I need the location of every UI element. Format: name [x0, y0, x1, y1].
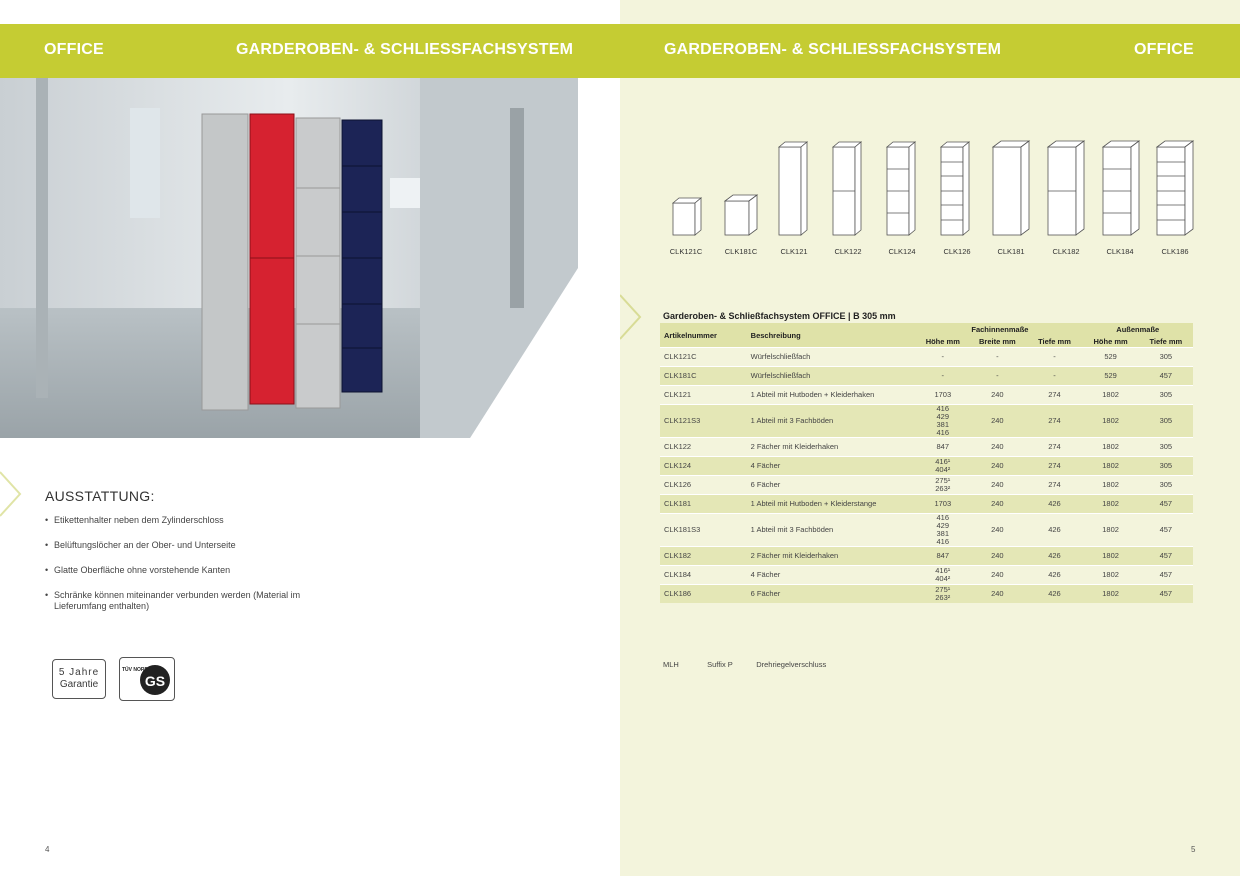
table-cell-art: CLK186 [660, 585, 747, 604]
table-row [660, 457, 1193, 476]
table-row [660, 348, 1193, 367]
chevron-decoration-left [0, 470, 22, 518]
header-office-right: OFFICE [1134, 41, 1194, 58]
table-cell-at: 457 [1139, 547, 1193, 566]
table-cell-t: 274 [1026, 476, 1082, 495]
locker-label: CLK182 [1052, 247, 1080, 256]
table-cell-at: 305 [1139, 476, 1193, 495]
col-hoehe: Höhe mm [925, 336, 960, 346]
table-cell-ah: 1802 [1083, 566, 1139, 585]
table-cell-desc: 2 Fächer mit Kleiderhaken [747, 438, 918, 457]
table-cell-desc: 1 Abteil mit Hutboden + Kleiderhaken [747, 386, 918, 405]
locker-label: CLK184 [1106, 247, 1134, 256]
footnote-row [663, 660, 826, 669]
table-cell-ah: 1802 [1083, 438, 1139, 457]
table-cell-b: 240 [968, 438, 1026, 457]
table-cell-b: 240 [968, 495, 1026, 514]
locker-label: CLK121C [669, 247, 703, 256]
table-cell-h: 275¹ 263² [917, 476, 968, 495]
header-title-left: GARDEROBEN- & SCHLIESSFACHSYSTEM [236, 41, 574, 58]
table-cell-at: 305 [1139, 386, 1193, 405]
table-cell-ah: 1802 [1083, 585, 1139, 604]
table-cell-h: 416¹ 404² [917, 566, 968, 585]
table-row [660, 547, 1193, 566]
gs-mark: GS [144, 673, 166, 689]
table-cell-ah: 1802 [1083, 476, 1139, 495]
table-row [660, 386, 1193, 405]
feature-item: • Schränke können miteinander verbunden werden (Material im Lieferumfang enthalten) [45, 590, 305, 612]
feature-item: • Glatte Oberfläche ohne vorstehende Kanten [45, 565, 305, 576]
table-cell-art: CLK184 [660, 566, 747, 585]
locker-label: CLK181 [997, 247, 1025, 256]
table-title: Garderoben- & Schließfachsystem OFFICE | B 305 mm [663, 311, 896, 321]
col-a-tiefe: Tiefe mm [1149, 336, 1183, 346]
table-cell-b: - [968, 367, 1026, 386]
table-cell-h: 416¹ 404² [917, 457, 968, 476]
table-cell-at: 305 [1139, 457, 1193, 476]
table-cell-at: 305 [1139, 348, 1193, 367]
guarantee-label: Garantie [59, 679, 99, 690]
table-cell-desc: 4 Fächer [747, 566, 918, 585]
locker-label: CLK121 [780, 247, 808, 256]
table-cell-art: CLK124 [660, 457, 747, 476]
table-cell-b: 240 [968, 457, 1026, 476]
table-cell-h: 416 429 381 416 [917, 405, 968, 438]
table-row [660, 514, 1193, 547]
locker-label: CLK122 [834, 247, 862, 256]
table-cell-ah: 1802 [1083, 495, 1139, 514]
footnote-suffix: Suffix P [707, 660, 733, 669]
locker-label: CLK181C [724, 247, 758, 256]
table-cell-at: 305 [1139, 438, 1193, 457]
footnote-desc: Drehriegelverschluss [756, 660, 827, 669]
table-cell-ah: 1802 [1083, 547, 1139, 566]
table-cell-h: 275¹ 263² [917, 585, 968, 604]
table-row [660, 405, 1193, 438]
col-group-fach: Fachinnenmaße [971, 324, 1029, 334]
locker-label: CLK186 [1161, 247, 1189, 256]
table-cell-t: - [1026, 367, 1082, 386]
table-cell-desc: 6 Fächer [747, 476, 918, 495]
table-cell-at: 457 [1139, 367, 1193, 386]
table-cell-desc: 4 Fächer [747, 457, 918, 476]
col-artikel: Artikelnummer [664, 330, 717, 340]
locker-label: CLK126 [943, 247, 971, 256]
table-cell-art: CLK121 [660, 386, 747, 405]
table-cell-b: 240 [968, 547, 1026, 566]
table-cell-art: CLK122 [660, 438, 747, 457]
table-row [660, 476, 1193, 495]
table-cell-h: 1703 [917, 386, 968, 405]
header-title-right: GARDEROBEN- & SCHLIESSFACHSYSTEM [664, 41, 1002, 58]
page-number-left: 4 [45, 845, 50, 854]
table-cell-desc: 2 Fächer mit Kleiderhaken [747, 547, 918, 566]
table-cell-desc: Würfelschließfach [747, 348, 918, 367]
feature-list [45, 515, 305, 626]
table-cell-t: 274 [1026, 405, 1082, 438]
guarantee-badge [52, 659, 106, 699]
table-row [660, 438, 1193, 457]
table-cell-desc: Würfelschließfach [747, 367, 918, 386]
table-cell-ah: 1802 [1083, 514, 1139, 547]
table-cell-b: 240 [968, 585, 1026, 604]
table-cell-art: CLK121C [660, 348, 747, 367]
gs-certification-badge [119, 657, 175, 701]
table-cell-t: 274 [1026, 438, 1082, 457]
table-cell-t: 426 [1026, 514, 1082, 547]
feature-item: • Etikettenhalter neben dem Zylinderschloss [45, 515, 305, 526]
table-cell-desc: 1 Abteil mit 3 Fachböden [747, 405, 918, 438]
table-cell-desc: 6 Fächer [747, 585, 918, 604]
table-cell-h: - [917, 367, 968, 386]
col-beschreibung: Beschreibung [750, 330, 801, 340]
table-cell-ah: 529 [1083, 348, 1139, 367]
table-cell-t: 426 [1026, 585, 1082, 604]
page-number-right: 5 [1191, 845, 1196, 854]
table-cell-ah: 529 [1083, 367, 1139, 386]
table-row [660, 367, 1193, 386]
header-office-left: OFFICE [44, 41, 104, 58]
table-cell-at: 305 [1139, 405, 1193, 438]
table-cell-ah: 1802 [1083, 386, 1139, 405]
col-group-aussen: Außenmaße [1116, 324, 1160, 334]
product-photo [0, 78, 578, 438]
table-cell-art: CLK181 [660, 495, 747, 514]
table-row [660, 566, 1193, 585]
table-cell-ah: 1802 [1083, 405, 1139, 438]
locker-label: CLK124 [888, 247, 916, 256]
footnote-code: MLH [663, 660, 679, 669]
table-cell-b: - [968, 348, 1026, 367]
table-cell-t: 426 [1026, 566, 1082, 585]
table-cell-t: 426 [1026, 495, 1082, 514]
table-cell-art: CLK182 [660, 547, 747, 566]
col-breite: Breite mm [979, 336, 1016, 346]
table-cell-desc: 1 Abteil mit 3 Fachböden [747, 514, 918, 547]
ausstattung-heading: AUSSTATTUNG: [45, 488, 155, 504]
col-tiefe: Tiefe mm [1038, 336, 1071, 346]
table-row [660, 495, 1193, 514]
table-cell-ah: 1802 [1083, 457, 1139, 476]
table-row [660, 585, 1193, 604]
table-cell-h: 1703 [917, 495, 968, 514]
table-cell-art: CLK181C [660, 367, 747, 386]
chevron-decoration-right [620, 293, 642, 341]
table-cell-t: 274 [1026, 457, 1082, 476]
table-cell-b: 240 [968, 566, 1026, 585]
table-cell-art: CLK181S3 [660, 514, 747, 547]
table-cell-t: 274 [1026, 386, 1082, 405]
guarantee-years: 5 Jahre [58, 667, 100, 678]
table-cell-desc: 1 Abteil mit Hutboden + Kleiderstange [747, 495, 918, 514]
table-cell-t: - [1026, 348, 1082, 367]
table-cell-at: 457 [1139, 495, 1193, 514]
table-cell-b: 240 [968, 386, 1026, 405]
table-cell-art: CLK121S3 [660, 405, 747, 438]
table-cell-h: 847 [917, 547, 968, 566]
table-cell-at: 457 [1139, 585, 1193, 604]
table-cell-t: 426 [1026, 547, 1082, 566]
table-cell-b: 240 [968, 405, 1026, 438]
col-a-hoehe: Höhe mm [1093, 336, 1128, 346]
feature-item: • Belüftungslöcher an der Ober- und Unterseite [45, 540, 305, 551]
table-cell-b: 240 [968, 514, 1026, 547]
gs-top-label: TÜV NORD [121, 667, 149, 673]
spec-table [660, 323, 1193, 603]
locker-illustrations [655, 135, 1215, 260]
table-cell-h: - [917, 348, 968, 367]
table-cell-at: 457 [1139, 514, 1193, 547]
table-cell-h: 416 429 381 416 [917, 514, 968, 547]
table-cell-art: CLK126 [660, 476, 747, 495]
table-cell-b: 240 [968, 476, 1026, 495]
table-cell-h: 847 [917, 438, 968, 457]
table-cell-at: 457 [1139, 566, 1193, 585]
